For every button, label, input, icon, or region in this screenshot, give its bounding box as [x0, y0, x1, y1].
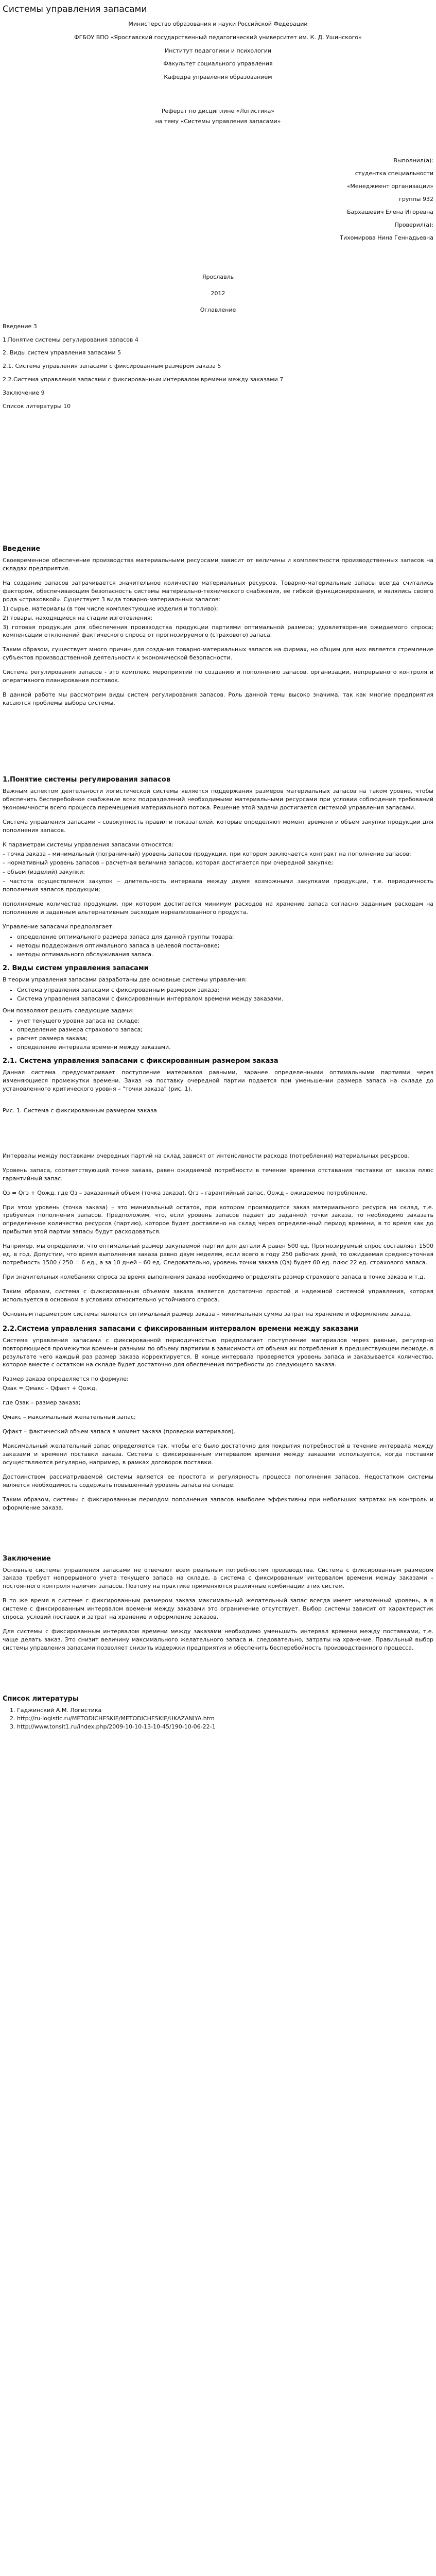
paragraph: Система управления запасами – совокупность правил и показателей, которые определяют момент времени и объем закупки продукции для пополнения запасов.	[3, 818, 433, 834]
paragraph: пополняемые количества продукции, при котором достигается минимум расходов на хранение запаса согласно заданным расходам на пополнение и заданным альтернативным расходам нереализованного продукта.	[3, 901, 433, 916]
figure-gap	[3, 1099, 433, 1107]
abstract-discipline: Реферат по дисциплине «Логистика»	[161, 108, 275, 115]
paragraph: Система регулирования запасов - это комплекс мероприятий по созданию и пополнению запасов, организации, непрерывного контроля и оперативного планирования поставок.	[3, 669, 433, 684]
list-item: • расчет размера заказа;	[17, 1035, 433, 1043]
bullet-list	[17, 933, 433, 959]
paragraph: Они позволяют решить следующие задачи:	[3, 1007, 134, 1014]
paragraph: Таким образом, существует много причин для создания товарно-материальных запасов на фирмах, но общим для них является стремление субъектов производственной деятельности к экономической безопасности.	[3, 646, 433, 662]
paragraph: – частота осуществления закупок – длительность интервала между двумя возможными закупками продукции, т.е. периодичность пополнения запасов продукции;	[3, 878, 433, 893]
abstract-title-block	[3, 107, 433, 126]
toc-item: 2.1. Система управления запасами с фиксированным размером заказа 5	[3, 363, 221, 370]
paragraph: Основным параметром системы является оптимальный размер заказа – минимальная сумма затрат на хранение и оформление заказа.	[3, 1310, 412, 1317]
section-heading: 2.1. Система управления запасами с фиксированным размером заказа	[3, 1057, 278, 1065]
paragraph: К параметрам системы управления запасами относятся:	[3, 841, 173, 848]
paragraph: В то же время в системе с фиксированным размером заказа максимальный желательный запас всегда имеет неизменный уровень, а в системе с фиксированным интервалом времени между заказами это ограничение отсутствует. Выбор системы зависит от характеристик спроса, условий поставок и затрат на хранение и оформление заказов.	[3, 1597, 433, 1621]
section-2-1	[3, 1057, 433, 1318]
page-gap	[3, 416, 433, 539]
toc-item: 2. Виды систем управления запасами 5	[3, 349, 121, 357]
ministry-header	[3, 20, 433, 82]
section-heading: Список литературы	[3, 1694, 79, 1703]
paragraph: Qз = Qгз + Qожд, где Qз – заказанный объем (точка заказа), Qгз – гарантийный запас, Qожд – ожидаемое потребление.	[3, 1189, 368, 1196]
list-item: • учет текущего уровня запаса на складе;	[17, 1017, 433, 1025]
paragraph: Таким образом, системы с фиксированным периодом пополнения запасов наиболее эффективны при небольших затратах на контроль и оформление заказа.	[3, 1496, 433, 1511]
toc-item: Введение 3	[3, 323, 37, 330]
performer-name: Бархашевич Елена Игоревна	[346, 208, 433, 215]
paragraph: где Qзак – размер заказа;	[3, 1399, 81, 1406]
paragraph: Своевременное обеспечение производства материальными ресурсами зависит от величины и комплектности производственных запасов на складах предприятия.	[3, 556, 433, 572]
paragraph: При этом уровень (точка заказа) – это минимальный остаток, при котором производится заказ материального ресурса на склад, т.е. требуемая пополнения запасов. Предположим, что, если уровень запасов падает до заданной точки заказа, то необходимо заказать определенное количество ресурсов (партию), которое будет доставлено на склад через определенный период времени, в то время как до прибытия этой партии запасы будут расходоваться.	[3, 1204, 433, 1235]
figure-caption: Рис. 1. Система с фиксированным размером заказа	[3, 1107, 157, 1114]
abstract-topic: на тему «Системы управления запасами»	[155, 118, 281, 125]
section-1	[3, 775, 433, 959]
page-title: Системы управления запасами	[3, 4, 147, 14]
year: 2012	[211, 290, 225, 297]
list-item: • методы оптимального обслуживания запаса.	[17, 951, 433, 959]
paragraph: 3) готовая продукция для обеспечения производства продукции партиями оптимальной размера; удовлетворения ожидаемого спроса; компенсации отклонений фактического спроса от прогнозируемого (страхового) запаса.	[3, 623, 433, 639]
paragraph: Система управления запасами с фиксированной периодичностью предполагает поступление материалов через равные, регулярно повторяющиеся промежутки времени разными по объему партиями в зависимости от объема их потребления в предшествующем периоде, в результате чего каждый раз размер заказа корректируется. В конце интервала проверяется уровень запаса и заказывается количество, которое вместе с остатком на складе будет достаточно для обеспечения потребности до следующего заказа.	[3, 1336, 433, 1368]
list-item[interactable]: 2. http://ru-logistic.ru/METODICHESKIE/METODICHESKIE/UKAZANIYA.htm	[17, 1715, 433, 1723]
page-gap	[3, 1658, 433, 1689]
toc-item: Заключение 9	[3, 389, 45, 397]
paragraph: Основные системы управления запасами не отвечают всем реальным потребностям производства. Система с фиксированным размером заказа требует непрерывного учета текущего запаса на складе, а система с фиксированным интервалом времени между заказами – постоянного контроля наличия запасов. Поэтому на практике применяются различные комбинации этих систем.	[3, 1566, 433, 1590]
performer-program: «Менеджмент организации»	[346, 183, 433, 190]
paragraph: – объем (изделий) закупки;	[3, 869, 85, 876]
department-line: Кафедра управления образованием	[164, 74, 272, 81]
table-of-contents	[3, 323, 433, 411]
paragraph: – нормативный уровень запасов – расчетная величина запасов, которая достигается при очередной закупке;	[3, 859, 334, 867]
paragraph: На создание запасов затрачивается значительное количество материальных ресурсов. Товарно-материальные запасы всегда считались фактором, обеспечивающим безопасность системы материально-технического снабжения, ее гибкой функционирования, и являлись своего рода «страховкой». Существует 3 вида товарно-материальных запасов:	[3, 579, 433, 603]
section-2	[3, 964, 433, 1052]
paragraph: Размер заказа определяется по формуле:	[3, 1376, 129, 1383]
paragraph: Данная система предусматривает поступление материалов равными, заранее определенными оптимальными партиями через изменяющиеся промежутки времени. Заказ на поставку очередной партии подается при уменьшении размера запаса на складе до установленного критического уровня – "точки заказа" (рис. 1).	[3, 1069, 433, 1092]
list-item: • методы поддержания оптимального запаса в целевой постановке;	[17, 942, 433, 950]
paragraph: Для системы с фиксированным интервалом времени между заказами необходимо уменьшить интервал времени между поставками, т.е. чаще делать заказ. Это снизит величину максимального желательного запаса и, следовательно, затраты на хранение. Правильный выбор системы управления запасами позволяет снизить издержки предприятия и обеспечить бесперебойность производственного процесса.	[3, 1628, 433, 1652]
toc-item: 1.Понятие системы регулирования запасов 4	[3, 336, 138, 343]
section-heading: 2.2.Система управления запасами с фиксированным интервалом времени между заказами	[3, 1325, 359, 1333]
city-year-block	[3, 273, 433, 314]
reviewer-label: Проверил(а):	[394, 221, 433, 228]
paragraph: Таким образом, система с фиксированным объемом заказа является достаточно простой и надежной системой управления, которая используется в основном в условиях относительно устойчивого спроса.	[3, 1288, 433, 1303]
section-conclusion	[3, 1554, 433, 1652]
list-item[interactable]: 3. http://www.tonsit1.ru/index.php/2009-10-10-13-10-45/190-10-06-22-1	[17, 1723, 433, 1731]
section-bibliography	[3, 1694, 433, 1731]
ministry-line: Министерство образования и науки Российской Федерации	[128, 20, 308, 27]
section-heading: 1.Понятие системы регулирования запасов	[3, 776, 171, 784]
performer-block	[3, 157, 433, 242]
paragraph: Qфакт – фактический объем запаса в момент заказа (проверки материалов).	[3, 1428, 236, 1435]
paragraph: Уровень запаса, соответствующий точке заказа, равен ожидаемой потребности в течение времени отставания поставки от заказа плюс гарантийный запас.	[3, 1166, 433, 1182]
section-heading: 2. Виды систем управления запасами	[3, 964, 149, 972]
paragraph: Например, мы определили, что оптимальный размер закупаемой партии для детали A равен 500 ед. Прогнозируемый спрос составляет 1500 ед. в год. Допустим, что время выполнения заказа равно двум неделям, если всего в году 250 рабочих дней, то ожидаемая среднесуточная потребность 1500 / 250 = 6 ед., а за 10 дней – 60 ед. Следовательно, уровень точки заказа (Qз) будет 60 ед. плюс 22 ед. страхового запаса.	[3, 1243, 433, 1266]
paragraph: Важным аспектом деятельности логистической системы является поддержания размеров материальных запасов на таком уровне, чтобы обеспечить бесперебойное снабжение всех подразделений необходимыми материальными ресурсами при условии соблюдения требований экономичности всего процесса перемещения материального потока. Решение этой задачи достигается системой управления запасами.	[3, 787, 433, 811]
list-item: • определение размера страхового запаса;	[17, 1026, 433, 1034]
page-gap	[3, 714, 433, 770]
paragraph: Интервалы между поставками очередных партий на склад зависят от интенсивности расхода (потребления) материальных ресурсов.	[3, 1152, 409, 1159]
paragraph: Qмакс – максимальный желательный запас;	[3, 1414, 136, 1421]
bibliography-list	[17, 1706, 433, 1731]
list-item: • Система управления запасами с фиксированным интервалом времени между заказами.	[17, 995, 433, 1003]
section-heading: Заключение	[3, 1554, 51, 1563]
university-line: ФГБОУ ВПО «Ярославский государственный педагогический университет им. К. Д. Ушинского»	[74, 33, 362, 41]
toc-heading: Оглавление	[200, 306, 236, 313]
performer-group: группы 932	[399, 196, 433, 203]
list-item: • определение оптимального размера запаса для данной группы товара;	[17, 933, 433, 941]
toc-item: 2.2.Система управления запасами с фиксированным интервалом времени между заказами 7	[3, 376, 284, 383]
performer-specialty: студентка специальности	[355, 170, 433, 177]
paragraph: В данной работе мы рассмотрим виды систем регулирования запасов. Роль данной темы высоко значима, так как многие предприятия касаются проблемы выбора системы.	[3, 691, 433, 707]
paragraph: 2) товары, находящиеся на стадии изготовления;	[3, 614, 153, 621]
formula: Qзак = Qмакс – Qфакт + Qожд,	[3, 1385, 97, 1392]
list-item: • определение интервала времени между заказами.	[17, 1043, 433, 1052]
section-introduction	[3, 545, 433, 707]
reviewer-name: Тихомирова Нина Геннадьевна	[340, 234, 433, 241]
institute-line: Институт педагогики и психологии	[165, 47, 271, 54]
paragraph: Максимальный желательный запас определяется так, чтобы его было достаточно для покрытия потребностей в течение интервала между заказами и времени поставки заказа. Система с фиксированным интервалом времени между заказами используется, когда поставки осуществляются регулярно, например, в рамках договоров поставки.	[3, 1443, 433, 1466]
list-item: • Система управления запасами с фиксированным размером заказа;	[17, 986, 433, 994]
faculty-line: Факультет социального управления	[163, 60, 273, 67]
bullet-list	[17, 986, 433, 1003]
figure-gap	[3, 1121, 433, 1152]
section-2-2	[3, 1325, 433, 1512]
bullet-list	[17, 1017, 433, 1052]
paragraph: – точка заказа – минимальный (пограничный) уровень запасов продукции, при котором заключается контракт на пополнение запасов;	[3, 850, 411, 857]
paragraph: В теории управления запасами разработаны две основные системы управления:	[3, 976, 247, 983]
performer-label: Выполнил(а):	[393, 157, 433, 164]
list-item: 1. Гаджинский А.М. Логистика	[17, 1706, 433, 1715]
city: Ярославль	[202, 273, 234, 280]
section-heading: Введение	[3, 545, 41, 553]
paragraph: При значительных колебаниях спроса за время выполнения заказа необходимо определять размер страхового запаса в точке заказа и т.д.	[3, 1274, 425, 1281]
page-gap	[3, 1518, 433, 1549]
paragraph: Управление запасами предполагает:	[3, 923, 114, 930]
toc-item: Список литературы 10	[3, 403, 71, 410]
paragraph: Достоинством рассматриваемой системы является ее простота и регулярность процесса пополнения запасов. Недостатком системы является необходимость содержать повышенный уровень запаса на складе.	[3, 1473, 433, 1488]
paragraph: 1) сырье, материалы (в том числе комплектующие изделия и топливо);	[3, 605, 218, 612]
